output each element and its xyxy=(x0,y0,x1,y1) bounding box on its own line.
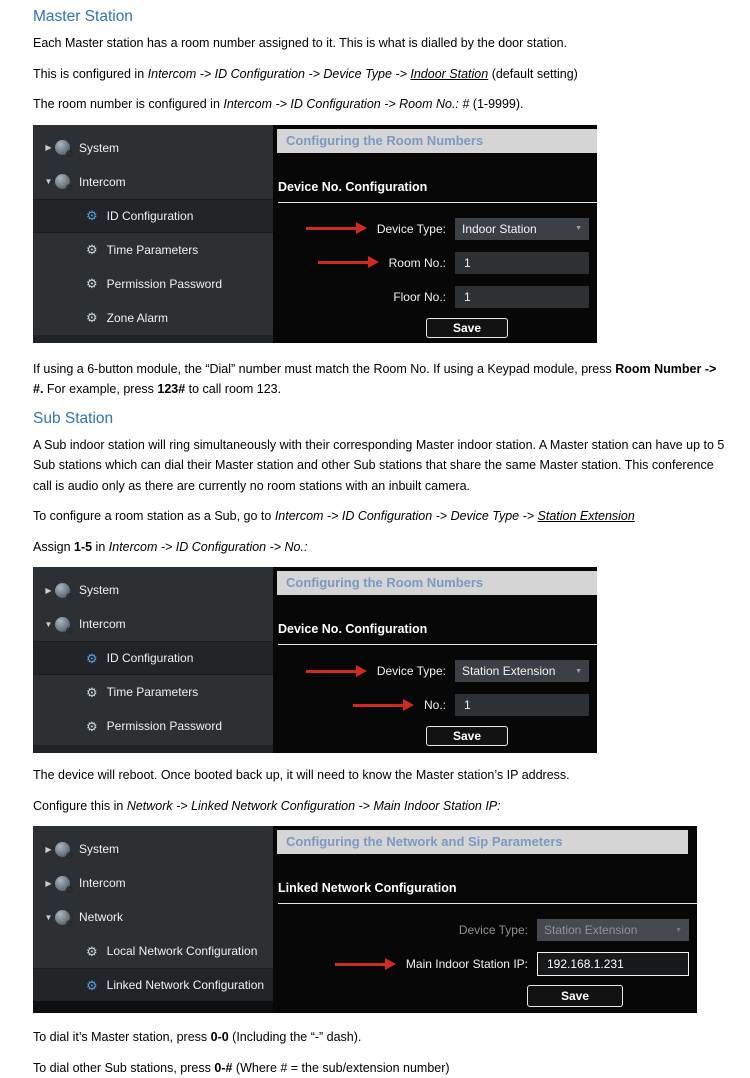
module-globe-icon xyxy=(55,910,70,925)
gear-icon: ⚙ xyxy=(65,920,74,930)
red-arrow-annotation xyxy=(335,963,385,966)
panel-title: Configuring the Room Numbers xyxy=(277,571,597,595)
sidebar-item-label: System xyxy=(79,583,119,597)
text-run: Each Master station has a room number assigned to it. This is what is dialled by the door station. xyxy=(33,36,567,50)
sidebar-item-time-parameters[interactable] xyxy=(33,233,273,267)
gear-icon: ⚙ xyxy=(65,886,74,896)
config-tree-sidebar xyxy=(33,125,273,343)
paragraph-sub-intro xyxy=(33,435,725,497)
text-run: (1-9999). xyxy=(469,97,523,111)
text-run: 1-5 xyxy=(74,540,92,554)
text-run: Indoor Station xyxy=(410,67,488,81)
gear-icon: ⚙ xyxy=(86,945,98,958)
form-row-no xyxy=(273,691,597,719)
text-run: To dial other Sub stations, press xyxy=(33,1061,214,1075)
no-input[interactable]: 1 xyxy=(455,694,589,716)
sidebar-item-label: Time Parameters xyxy=(107,243,199,257)
expand-arrow-icon[interactable]: ▼ xyxy=(42,620,55,629)
field-label: Device Type: xyxy=(377,222,446,236)
sidebar-item-label: ID Configuration xyxy=(107,209,194,223)
paragraph-master-intro xyxy=(33,33,725,54)
sidebar-item-label: System xyxy=(79,141,119,155)
sidebar-item-id-configuration[interactable] xyxy=(33,641,273,675)
floor-no-input[interactable]: 1 xyxy=(455,286,589,308)
sidebar-item-linked-network-configuration[interactable] xyxy=(33,968,273,1002)
form-row-device-type xyxy=(273,657,597,685)
form-row-main-indoor-station-ip xyxy=(273,950,697,978)
section-title: Device No. Configuration xyxy=(278,621,597,637)
text-run: The room number is configured in xyxy=(33,97,223,111)
gear-icon: ⚙ xyxy=(65,184,74,194)
text-run: 123# xyxy=(157,382,185,396)
sidebar-item-label: Permission Password xyxy=(107,277,222,291)
paragraph-assign xyxy=(33,537,725,558)
sidebar-item-label: Intercom xyxy=(79,175,126,189)
gear-icon: ⚙ xyxy=(86,243,98,256)
sidebar-item-zone-alarm[interactable] xyxy=(33,301,273,335)
text-run: If using a 6-button module, the “Dial” number must match the Room No. If using a Keypad module, press xyxy=(33,362,615,376)
gear-icon: ⚙ xyxy=(86,720,98,733)
module-globe-icon xyxy=(55,842,70,857)
form-row-floor-no xyxy=(273,283,597,311)
section-title: Linked Network Configuration xyxy=(278,880,697,896)
paragraph-configured-in xyxy=(33,64,725,85)
text-run: This is configured in xyxy=(33,67,148,81)
text-run: The device will reboot. Once booted back up, it will need to know the Master station’s IP address. xyxy=(33,768,570,782)
sidebar-item-label: ID Configuration xyxy=(107,651,194,665)
red-arrow-annotation xyxy=(318,261,368,264)
sidebar-partial-row xyxy=(33,335,273,343)
gear-icon: ⚙ xyxy=(86,277,98,290)
text-run: (Including the “-” dash). xyxy=(229,1030,362,1044)
sidebar-item-permission-password[interactable] xyxy=(33,267,273,301)
section-divider xyxy=(278,202,597,203)
sidebar-item-intercom[interactable] xyxy=(33,607,273,641)
sidebar-item-intercom[interactable] xyxy=(33,165,273,199)
sidebar-item-intercom[interactable] xyxy=(33,866,273,900)
text-run: Assign xyxy=(33,540,74,554)
gear-icon: ⚙ xyxy=(86,979,98,992)
text-run: to call room 123. xyxy=(185,382,281,396)
module-globe-icon xyxy=(55,876,70,891)
save-row xyxy=(273,985,697,1007)
red-arrow-annotation xyxy=(353,704,403,707)
text-run: 0-# xyxy=(214,1061,232,1075)
section-divider xyxy=(278,644,597,645)
text-run: Station Extension xyxy=(538,509,635,523)
paragraph-dial-master xyxy=(33,1027,725,1048)
device-type-dropdown[interactable] xyxy=(455,660,589,682)
module-globe-icon xyxy=(55,174,70,189)
sidebar-item-id-configuration[interactable] xyxy=(33,199,273,233)
chevron-down-icon: ▼ xyxy=(575,668,582,675)
sidebar-item-time-parameters[interactable] xyxy=(33,675,273,709)
save-button[interactable]: Save xyxy=(426,726,508,746)
sidebar-item-system[interactable] xyxy=(33,131,273,165)
device-type-dropdown-disabled xyxy=(537,919,689,941)
heading-sub-station: Sub Station xyxy=(33,410,725,428)
collapse-arrow-icon[interactable]: ▶ xyxy=(42,879,55,888)
gear-icon: ⚙ xyxy=(86,652,98,665)
text-run: Intercom -> ID Configuration -> Device Type -> xyxy=(275,509,538,523)
save-row xyxy=(273,726,597,746)
chevron-down-icon: ▼ xyxy=(675,927,682,934)
config-main-panel xyxy=(273,125,597,343)
panel-title: Configuring the Room Numbers xyxy=(277,129,597,153)
device-config-screenshot-2 xyxy=(33,567,597,753)
paragraph-dial-note xyxy=(33,359,725,400)
text-run: Room Number -> #. xyxy=(33,362,716,397)
module-globe-icon xyxy=(55,583,70,598)
collapse-arrow-icon[interactable]: ▶ xyxy=(42,586,55,595)
paragraph-dial-sub xyxy=(33,1058,725,1078)
sidebar-item-label: Network xyxy=(79,910,123,924)
paragraph-sub-configure xyxy=(33,506,725,527)
section-title: Device No. Configuration xyxy=(278,179,597,195)
paragraph-reboot xyxy=(33,765,725,786)
red-arrow-annotation xyxy=(306,227,356,230)
module-globe-icon xyxy=(55,140,70,155)
config-tree-sidebar xyxy=(33,567,273,753)
module-globe-icon xyxy=(55,617,70,632)
sidebar-item-network[interactable] xyxy=(33,900,273,934)
dropdown-value: Station Extension xyxy=(462,664,555,678)
save-row xyxy=(273,318,597,338)
collapse-arrow-icon[interactable]: ▶ xyxy=(42,143,55,152)
config-main-panel xyxy=(273,826,697,1013)
text-run: in xyxy=(92,540,109,554)
expand-arrow-icon[interactable]: ▼ xyxy=(42,177,55,186)
device-config-screenshot-1 xyxy=(33,125,597,343)
gear-icon: ⚙ xyxy=(65,627,74,637)
text-run: Network -> Linked Network Configuration -> Main Indoor Station IP: xyxy=(127,799,501,813)
section-divider xyxy=(278,903,697,904)
field-label: Device Type: xyxy=(459,923,528,937)
gear-icon: ⚙ xyxy=(65,852,74,862)
form-row-device-type xyxy=(273,916,697,944)
form-row-room-no xyxy=(273,249,597,277)
collapse-arrow-icon[interactable]: ▶ xyxy=(42,845,55,854)
field-label: Floor No.: xyxy=(393,290,446,304)
save-button[interactable]: Save xyxy=(527,985,623,1007)
device-type-dropdown[interactable] xyxy=(455,218,589,240)
chevron-down-icon: ▼ xyxy=(575,225,582,232)
dropdown-value: Station Extension xyxy=(544,923,637,937)
dropdown-value: Indoor Station xyxy=(462,222,537,236)
main-indoor-station-ip-input[interactable]: 192.168.1.231 xyxy=(537,952,689,976)
text-run: To dial it’s Master station, press xyxy=(33,1030,211,1044)
sidebar-item-label: Permission Password xyxy=(107,719,222,733)
text-run: Intercom -> ID Configuration -> Device Type -> xyxy=(148,67,411,81)
sidebar-item-label: System xyxy=(79,842,119,856)
gear-icon: ⚙ xyxy=(86,209,98,222)
field-label: Room No.: xyxy=(389,256,446,270)
sidebar-item-label: Time Parameters xyxy=(107,685,199,699)
text-run: 0-0 xyxy=(211,1030,229,1044)
text-run: A Sub indoor station will ring simultaneously with their corresponding Master indoor station. A Master station can have up to 5 Sub stations which can dial their Master station and other Sub stations that share the same Master station. This conference call is audio only as there are currently no room stations with an inbuilt camera. xyxy=(33,438,724,493)
text-run: To configure a room station as a Sub, go to xyxy=(33,509,275,523)
form-row-device-type xyxy=(273,215,597,243)
save-button[interactable]: Save xyxy=(426,318,508,338)
gear-icon: ⚙ xyxy=(65,593,74,603)
room-no-input[interactable]: 1 xyxy=(455,252,589,274)
text-run: Intercom -> ID Configuration -> No.: xyxy=(109,540,308,554)
red-arrow-annotation xyxy=(306,670,356,673)
paragraph-room-number xyxy=(33,94,725,115)
config-main-panel xyxy=(273,567,597,753)
paragraph-configure-network xyxy=(33,796,725,817)
text-run: (Where # = the sub/extension number) xyxy=(232,1061,449,1075)
sidebar-item-system[interactable] xyxy=(33,573,273,607)
sidebar-item-label: Intercom xyxy=(79,617,126,631)
sidebar-item-local-network-configuration[interactable] xyxy=(33,934,273,968)
sidebar-partial-row xyxy=(33,1001,273,1013)
text-run: (default setting) xyxy=(488,67,578,81)
expand-arrow-icon[interactable]: ▼ xyxy=(42,913,55,922)
text-run: Intercom -> ID Configuration -> Room No.: # xyxy=(223,97,469,111)
gear-icon: ⚙ xyxy=(86,311,98,324)
sidebar-item-label: Zone Alarm xyxy=(107,311,168,325)
heading-master-station: Master Station xyxy=(33,8,725,26)
field-label: No.: xyxy=(424,698,446,712)
text-run: Configure this in xyxy=(33,799,127,813)
text-run: For example, press xyxy=(43,382,157,396)
config-tree-sidebar xyxy=(33,826,273,1013)
sidebar-item-permission-password[interactable] xyxy=(33,709,273,743)
field-label: Main Indoor Station IP: xyxy=(406,957,528,971)
field-label: Device Type: xyxy=(377,664,446,678)
gear-icon: ⚙ xyxy=(86,686,98,699)
gear-icon: ⚙ xyxy=(65,150,74,160)
network-config-screenshot xyxy=(33,826,697,1013)
sidebar-item-label: Local Network Configuration xyxy=(107,944,258,958)
sidebar-partial-row xyxy=(33,745,273,753)
panel-title: Configuring the Network and Sip Parameters xyxy=(277,830,688,854)
sidebar-item-system[interactable] xyxy=(33,832,273,866)
sidebar-item-label: Intercom xyxy=(79,876,126,890)
sidebar-item-label: Linked Network Configuration xyxy=(107,978,264,992)
